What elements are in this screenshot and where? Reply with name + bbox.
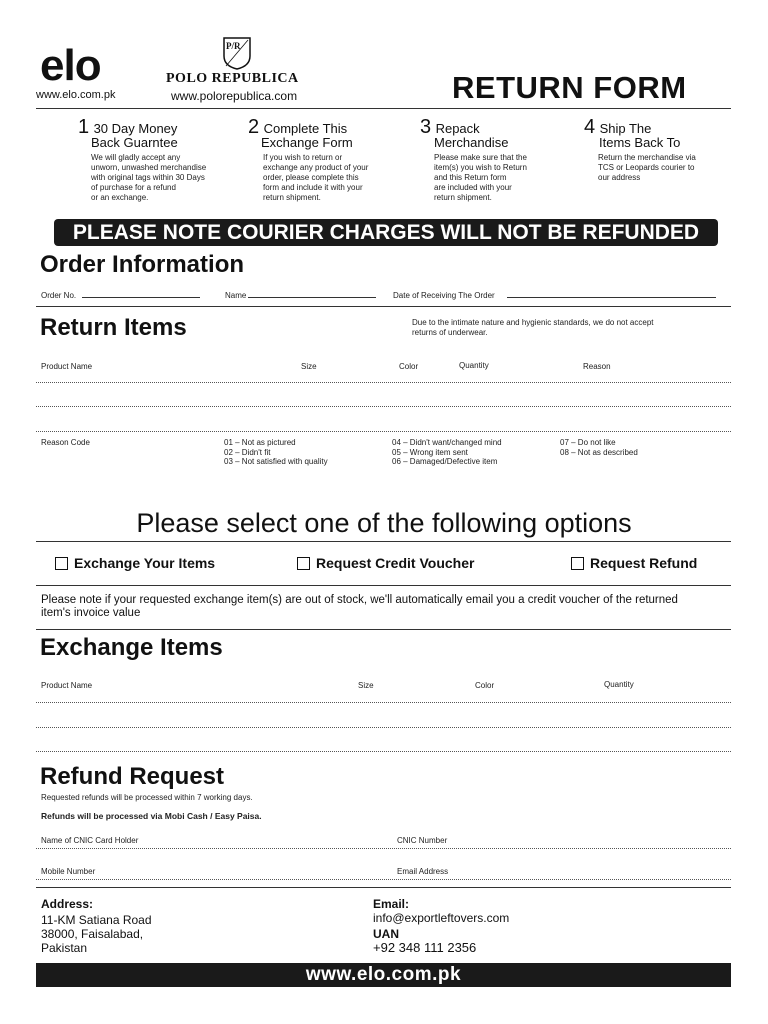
cnic-number-label: CNIC Number [397, 836, 448, 845]
cnic-holder-label: Name of CNIC Card Holder [41, 836, 139, 845]
step-desc-line: Please make sure that the [434, 153, 527, 162]
step-desc-line: return shipment. [434, 193, 492, 202]
return-size-header: Size [301, 362, 317, 371]
step-3 [420, 116, 580, 203]
credit-voucher-checkbox[interactable] [297, 557, 310, 570]
refund-checkbox[interactable] [571, 557, 584, 570]
exchange-quantity-header: Quantity [604, 680, 634, 689]
exchange-row-line[interactable] [36, 751, 731, 752]
address-line: 11-KM Satiana Road [41, 913, 152, 927]
credit-voucher-option[interactable] [297, 555, 474, 571]
step-desc-line: with original tags within 30 Days [91, 173, 205, 182]
out-of-stock-note-line: item's invoice value [41, 607, 141, 619]
uan-label: UAN [373, 927, 399, 941]
underwear-note-line: returns of underwear. [412, 328, 488, 337]
order-date-label: Date of Receiving The Order [393, 291, 495, 300]
reason-code: 06 – Damaged/Defective item [392, 457, 498, 466]
form-title: RETURN FORM [452, 70, 687, 105]
order-information-title: Order Information [40, 251, 245, 278]
refund-option-label: Request Refund [590, 555, 698, 571]
step-desc-line: are included with your [434, 183, 512, 192]
credit-voucher-option-label: Request Credit Voucher [316, 555, 475, 571]
step-desc-line: exchange any product of your [263, 163, 369, 172]
address-line: Pakistan [41, 941, 88, 955]
options-title: Please select one of the following options [136, 508, 632, 538]
return-items-title: Return Items [40, 314, 187, 341]
uan-number: +92 348 111 2356 [373, 940, 477, 955]
reason-code: 08 – Not as described [560, 447, 638, 457]
step-title: Items Back To [599, 135, 681, 150]
address-block [41, 897, 152, 955]
step-title: 30 Day Money [93, 121, 178, 136]
step-number: 2 [248, 116, 260, 138]
polo-emblem-text: P/R [226, 41, 241, 51]
polo-republica-url: www.polorepublica.com [171, 89, 298, 103]
footer-url[interactable]: www.elo.com.pk [36, 963, 731, 987]
step-title: Back Guarntee [91, 135, 178, 150]
email-label: Email: [373, 897, 410, 911]
reason-code: 03 – Not satisfied with quality [224, 457, 328, 466]
exchange-items-title: Exchange Items [40, 634, 223, 661]
exchange-option[interactable] [55, 555, 215, 571]
order-date-field[interactable] [507, 297, 716, 298]
contact-block [373, 897, 509, 955]
polo-republica-name: POLO REPUBLICA [166, 71, 299, 86]
step-title: Complete This [263, 121, 348, 136]
section-divider [36, 541, 731, 542]
reason-codes-group-2 [392, 438, 502, 467]
exchange-row-line[interactable] [36, 727, 731, 728]
elo-logo: elo [40, 41, 101, 90]
step-number: 4 [584, 116, 596, 138]
step-number: 1 [78, 116, 90, 138]
elo-url: www.elo.com.pk [36, 89, 116, 101]
address-line: 38000, Faisalabad, [41, 927, 144, 941]
refund-method-note: Refunds will be processed via Mobi Cash / Easy Paisa. [41, 811, 262, 821]
step-desc-line: our address [598, 173, 641, 182]
exchange-color-header: Color [475, 681, 495, 690]
return-quantity-header: Quantity [459, 361, 489, 370]
refund-option[interactable] [571, 555, 697, 571]
return-row-line[interactable] [36, 382, 731, 383]
step-title: Exchange Form [261, 135, 353, 150]
return-row-line[interactable] [36, 406, 731, 407]
step-2 [248, 116, 413, 203]
reason-code: 04 – Didn't want/changed mind [392, 438, 502, 447]
reason-code: 02 – Didn't fit [224, 447, 271, 457]
out-of-stock-note-line: Please note if your requested exchange item(s) are out of stock, we'll automatically email you a credit voucher of the returned [41, 594, 678, 606]
reason-codes-group-3 [560, 438, 638, 457]
section-divider [36, 306, 731, 307]
refund-processing-note: Requested refunds will be processed within 7 working days. [41, 793, 253, 802]
header-divider [36, 108, 731, 109]
return-color-header: Color [399, 362, 419, 371]
underwear-note [412, 318, 653, 338]
step-desc-line: We will gladly accept any [91, 153, 181, 162]
mobile-number-label: Mobile Number [41, 867, 96, 876]
reason-code-label: Reason Code [41, 438, 90, 447]
step-desc-line: return shipment. [263, 193, 321, 202]
return-product-name-header: Product Name [41, 362, 93, 371]
step-title: Ship The [599, 121, 652, 136]
refund-request-title: Refund Request [40, 763, 225, 790]
step-desc-line: TCS or Leopards courier to [598, 163, 695, 172]
section-divider [36, 585, 731, 586]
exchange-row-line[interactable] [36, 702, 731, 703]
section-divider [36, 629, 731, 630]
reason-code: 01 – Not as pictured [224, 438, 296, 447]
step-desc-line: of purchase for a refund [91, 183, 176, 192]
step-desc-line: unworn, unwashed merchandise [91, 163, 207, 172]
step-1 [78, 116, 243, 203]
contact-field-line[interactable] [36, 879, 731, 880]
exchange-size-header: Size [358, 681, 374, 690]
reason-codes-group-1 [224, 438, 328, 467]
name-field[interactable] [248, 297, 376, 298]
exchange-product-name-header: Product Name [41, 681, 93, 690]
reason-code: 07 – Do not like [560, 438, 616, 447]
return-reason-header: Reason [583, 362, 611, 371]
step-4 [584, 116, 734, 183]
address-label: Address: [41, 897, 94, 911]
step-desc-line: or an exchange. [91, 193, 149, 202]
courier-charges-banner: PLEASE NOTE COURIER CHARGES WILL NOT BE REFUNDED [54, 219, 718, 246]
step-title: Repack [435, 121, 480, 136]
email-link[interactable]: info@exportleftovers.com [373, 911, 510, 925]
step-desc-line: item(s) you wish to Return [434, 163, 527, 172]
step-desc-line: order, please complete this [263, 173, 359, 182]
reason-code: 05 – Wrong item sent [392, 447, 468, 457]
name-label: Name [225, 291, 247, 300]
out-of-stock-note [41, 594, 731, 620]
return-row-line[interactable] [36, 431, 731, 432]
step-desc-line: If you wish to return or [263, 153, 343, 162]
step-desc-line: Return the merchandise via [598, 153, 696, 162]
exchange-option-label: Exchange Your Items [74, 555, 216, 571]
step-desc-line: form and include it with your [263, 183, 363, 192]
section-divider [36, 887, 731, 888]
underwear-note-line: Due to the intimate nature and hygienic standards, we do not accept [412, 318, 654, 327]
step-number: 3 [420, 116, 432, 138]
step-desc-line: and this Return form [434, 173, 507, 182]
step-title: Merchandise [434, 135, 509, 150]
email-address-label: Email Address [397, 867, 449, 876]
cnic-field-line[interactable] [36, 848, 731, 849]
exchange-checkbox[interactable] [55, 557, 68, 570]
order-no-label: Order No. [41, 291, 77, 300]
order-no-field[interactable] [82, 297, 200, 298]
